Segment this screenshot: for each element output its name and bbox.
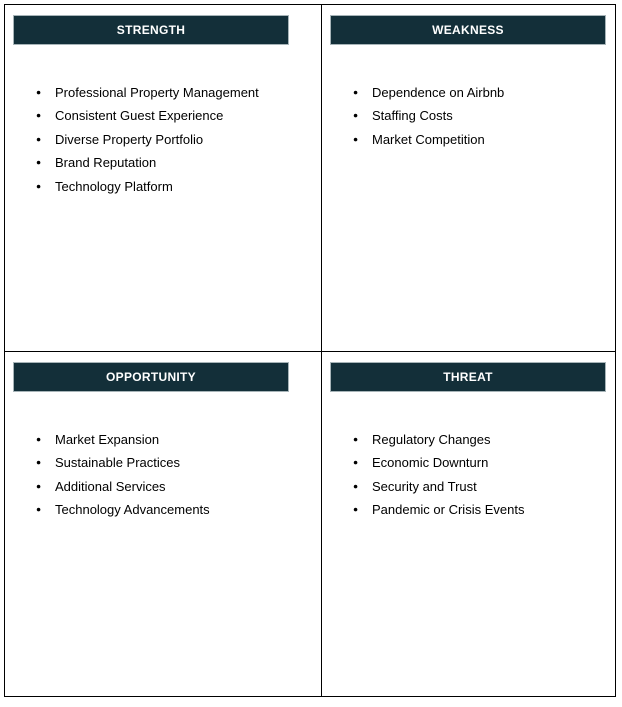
opportunity-header <box>13 362 289 392</box>
list-item: ● Additional Services <box>55 475 321 498</box>
swot-matrix <box>4 4 616 697</box>
quadrant-opportunity <box>5 352 322 696</box>
weakness-list <box>322 81 615 151</box>
list-item: ● Brand Reputation <box>55 151 321 174</box>
list-item: ● Market Competition <box>372 128 615 151</box>
threat-header <box>330 362 606 392</box>
list-item: ● Security and Trust <box>372 475 615 498</box>
opportunity-title: OPPORTUNITY <box>106 370 196 384</box>
weakness-header <box>330 15 606 45</box>
threat-list <box>322 428 615 522</box>
opportunity-list <box>5 428 321 522</box>
strength-list <box>5 81 321 198</box>
list-item: ● Diverse Property Portfolio <box>55 128 321 151</box>
list-item: ● Staffing Costs <box>372 104 615 127</box>
list-item: ● Technology Advancements <box>55 498 321 521</box>
threat-title: THREAT <box>443 370 493 384</box>
weakness-title: WEAKNESS <box>432 23 504 37</box>
list-item: ● Market Expansion <box>55 428 321 451</box>
list-item: ● Economic Downturn <box>372 451 615 474</box>
quadrant-strength <box>5 5 322 352</box>
list-item: ● Sustainable Practices <box>55 451 321 474</box>
strength-title: STRENGTH <box>116 23 186 37</box>
list-item: ● Regulatory Changes <box>372 428 615 451</box>
quadrant-weakness <box>322 5 615 352</box>
list-item: ● Pandemic or Crisis Events <box>372 498 615 521</box>
quadrant-threat <box>322 352 615 696</box>
list-item: ● Consistent Guest Experience <box>55 104 321 127</box>
list-item: ● Dependence on Airbnb <box>372 81 615 104</box>
strength-header <box>13 15 289 45</box>
list-item: ● Technology Platform <box>55 175 321 198</box>
list-item: ● Professional Property Management <box>55 81 321 104</box>
